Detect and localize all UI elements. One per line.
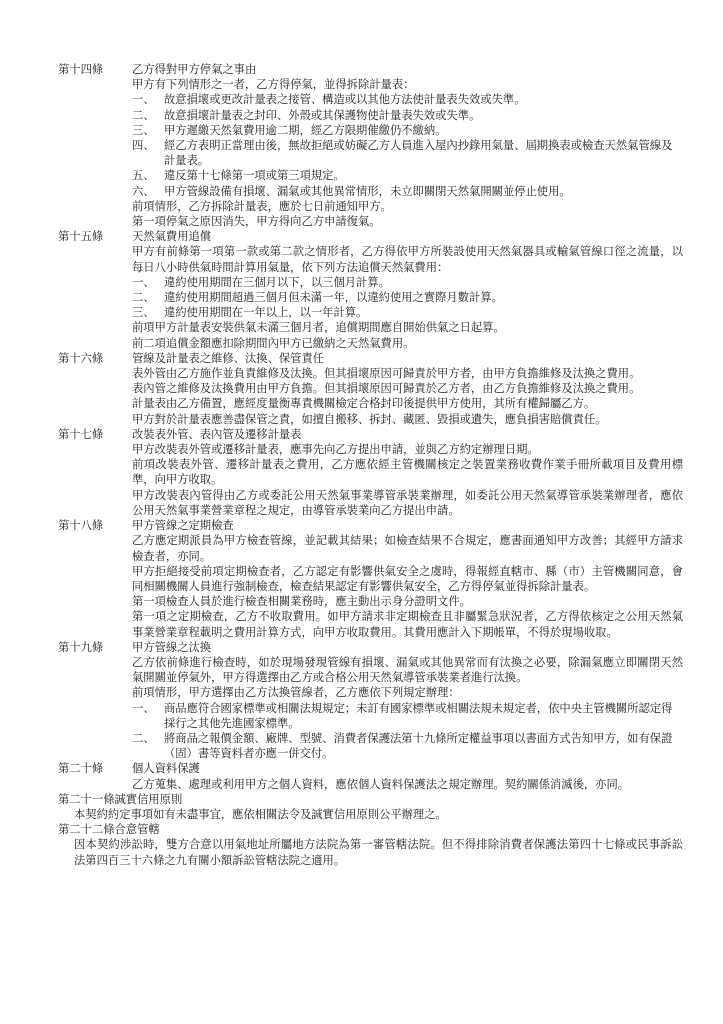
- article-body: [132, 351, 683, 427]
- list-item: [132, 123, 683, 138]
- list-item: [132, 701, 683, 731]
- list-item-text: 違約使用期間在一年以上，以一年計算。: [164, 306, 368, 320]
- list-item-text: 違約使用期間在三個月以下，以三個月計算。: [164, 275, 390, 289]
- article-paragraph: 表內管之維修及汰換費用由甲方負擔。但其損壞原因可歸責於乙方者，由乙方負擔維修及汰換之費用。: [132, 382, 641, 396]
- list-item: [132, 92, 683, 107]
- list-item-text: 故意損壞計量表之封印、外殼或其保護物使計量表失效或失準。: [164, 108, 481, 122]
- article-paragraph: 表外管由乙方施作並負責維修及汰換。但其損壞原因可歸責於甲方者，由甲方負擔維修及汰換之費用。: [132, 367, 641, 381]
- article: [58, 640, 683, 762]
- article-paragraph: 乙方依前條進行檢查時，如於現場發現管線有損壞、漏氣或其他異常而有汰換之必要，除漏氣應立即關閉天然氣開關並停氣外，甲方得選擇由乙方或合格公用天然氣導管承裝業者進行汰換。: [132, 655, 683, 685]
- article-title: 合意管轄: [114, 823, 160, 837]
- list-item: [132, 305, 683, 320]
- list-item-number: 四、: [132, 139, 155, 153]
- article: [58, 427, 683, 518]
- list-item-text: 商品應符合國家標準或相關法規規定；未訂有國家標準或相關法規未規定者，依中央主管機關所認定得採行之其他先進國家標準。: [164, 701, 673, 730]
- article: [58, 761, 683, 791]
- article-paragraph: 前項情形，甲方選擇由乙方汰換管線者，乙方應依下列規定辦理：: [132, 686, 460, 700]
- article-paragraph: 甲方有前條第一項第一款或第二款之情形者，乙方得依甲方所裝設使用天然氣器具或輸氣管線口徑之流量，以每日八小時供氣時間計算用氣量，依下列方法追償天然氣費用：: [132, 245, 683, 274]
- article-number: 第二十一條: [58, 792, 115, 806]
- article-paragraph: 甲方改裝表外管或遷移計量表，應事先向乙方提出申請，並與乙方約定辦理日期。: [132, 443, 539, 457]
- article-title: 改裝表外管、表內管及遷移計量表: [132, 427, 302, 441]
- article-paragraph: 前二項追償金額應扣除期間內甲方已繳納之天然氣費用。: [132, 336, 415, 350]
- article-number: 第二十二條: [58, 823, 115, 837]
- article-number: 第二十條: [58, 762, 104, 776]
- article-paragraph: 前項情形，乙方拆除計量表，應於七日前通知甲方。: [132, 199, 392, 213]
- article: [58, 822, 683, 837]
- list-item-number: 一、: [132, 275, 155, 289]
- article-paragraph: 本契約約定事項如有未盡事宜，應依相關法令及誠實信用原則公平辦理之。: [74, 807, 447, 821]
- article-paragraph: 因本契約涉訟時，雙方合意以用氣地址所屬地方法院為第一審管轄法院。但不得排除消費者保護法第四十七條或民事訴訟法第四百三十六條之九有關小額訴訟管轄法院之適用。: [74, 838, 683, 867]
- article-body: [132, 62, 683, 229]
- article-paragraph: 乙方應定期派員為甲方檢查管線，並記載其結果；如檢查結果不合規定，應書面通知甲方改善；其經甲方請求檢查者，亦同。: [132, 534, 683, 563]
- article-title: 甲方管線之定期檢查: [132, 519, 234, 533]
- article-title: 個人資料保護: [132, 762, 200, 776]
- article-number: 第十五條: [58, 230, 104, 244]
- list-item-number: 五、: [132, 169, 155, 183]
- article: [58, 351, 683, 427]
- article-title: 甲方管線之汰換: [132, 640, 212, 654]
- list-item-text: 違約使用期間超過三個月但未滿一年，以違約使用之實際月數計算。: [164, 291, 503, 305]
- list-item-number: 二、: [132, 291, 155, 305]
- article-paragraph: 計量表由乙方備置，應經度量衡專責機關檢定合格封印後提供甲方使用，其所有權歸屬乙方。: [132, 397, 596, 411]
- article: [58, 792, 683, 807]
- article-body: [132, 640, 683, 762]
- article-number: 第十四條: [58, 63, 104, 76]
- article-paragraph: 前項改裝表外管、遷移計量表之費用，乙方應依經主管機關核定之裝置業務收費作業手冊所載項目及費用標準，向甲方收取。: [132, 458, 683, 487]
- article-paragraph: 前項甲方計量表安裝供氣未滿三個月者，追償期間應自開始供氣之日起算。: [132, 321, 505, 335]
- article-paragraph: 第一項停氣之原因消失，甲方得向乙方申請復氣。: [132, 215, 381, 229]
- article: [58, 62, 683, 229]
- article-body: [115, 822, 684, 837]
- list-item-number: 二、: [132, 731, 155, 745]
- list-item-number: 三、: [132, 123, 155, 137]
- article-body: [132, 427, 683, 518]
- article-paragraph: 甲方對於計量表應善盡保管之責，如擅自搬移、拆封、藏匿、毀損或遺失，應負損害賠償責任。: [132, 412, 607, 426]
- list-item-text: 甲方管線設備有損壞、漏氣或其他異常情形，未立即關閉天然氣開關並停止使用。: [164, 184, 571, 198]
- article-paragraph: 甲方改裝表內管得由乙方或委託公用天然氣事業導管承裝業辦理，如委託公用天然氣導管承裝業辦理者，應依公用天然氣事業營業章程之規定，由導管承裝業向乙方提出申請。: [132, 488, 683, 517]
- list-item-text: 經乙方表明正當理由後，無故拒絕或妨礙乙方人員進入屋內抄錄用氣量、屆期換表或檢查天然氣管線及計量表。: [164, 139, 673, 168]
- list-item: [132, 138, 683, 168]
- article-body: [132, 518, 683, 640]
- list-item-text: 違反第十七條第一項或第三項規定。: [164, 169, 345, 183]
- article-continuation: [58, 837, 683, 867]
- article-paragraph: 乙方蒐集、處理或利用甲方之個人資料，應依個人資料保護法之規定辦理。契約關係消滅後，亦同。: [132, 777, 630, 791]
- list-item-text: 甲方遲繳天然氣費用逾二期，經乙方限期催繳仍不繳納。: [164, 123, 447, 137]
- article-title: 管線及計量表之維修、汰換、保管責任: [132, 351, 325, 365]
- article-number: 第十九條: [58, 640, 104, 654]
- list-item-number: 二、: [132, 108, 155, 122]
- article-title: 誠實信用原則: [114, 792, 183, 806]
- list-item-text: 故意損壞或更改計量表之接管、構造或以其他方法使計量表失效或失準。: [164, 93, 526, 107]
- article: [58, 518, 683, 640]
- article-paragraph: 第一項之定期檢查，乙方不收取費用。如甲方請求非定期檢查且非屬緊急狀況者，乙方得依核定之公用天然氣事業營業章程載明之費用計算方式，向甲方收取費用。其費用應計入下期帳單，不得於現場收取。: [132, 610, 683, 639]
- article-body: [132, 229, 683, 351]
- list-item: [132, 168, 683, 183]
- article-continuation: [58, 807, 683, 822]
- list-item: [132, 184, 683, 199]
- list-item-number: 一、: [132, 701, 155, 715]
- list-item: [132, 108, 683, 123]
- article: [58, 229, 683, 351]
- article-number: 第十八條: [58, 519, 104, 533]
- list-item-number: 一、: [132, 93, 155, 107]
- article-paragraph: 甲方拒絕接受前項定期檢查者，乙方認定有影響供氣安全之虞時，得報經直轄市、縣（市）主管機關同意，會同相關機關人員進行強制檢查，檢查結果認定有影響供氣安全，乙方得停氣並得拆除計量表。: [132, 564, 683, 593]
- list-item: [132, 290, 683, 305]
- article-number: 第十六條: [58, 351, 104, 365]
- list-item-number: 六、: [132, 184, 155, 198]
- article-title: 乙方得對甲方停氣之事由: [132, 63, 257, 76]
- article-paragraph: 甲方有下列情形之一者，乙方得停氣，並得拆除計量表：: [132, 78, 415, 92]
- article-body: [115, 792, 684, 807]
- article-title: 天然氣費用追償: [132, 230, 212, 244]
- article-paragraph: 第一項檢查人員於進行檢查相關業務時，應主動出示身分證明文件。: [132, 595, 471, 609]
- list-item-text: 將商品之報價金額、廠牌、型號、消費者保護法第十九條所定權益事項以書面方式告知甲方，如有保證（固）書等資料者亦應一併交付。: [164, 731, 673, 761]
- list-item-number: 三、: [132, 306, 155, 320]
- article-number: 第十七條: [58, 427, 104, 441]
- article-body: [132, 761, 683, 791]
- list-item: [132, 731, 683, 761]
- list-item: [132, 275, 683, 290]
